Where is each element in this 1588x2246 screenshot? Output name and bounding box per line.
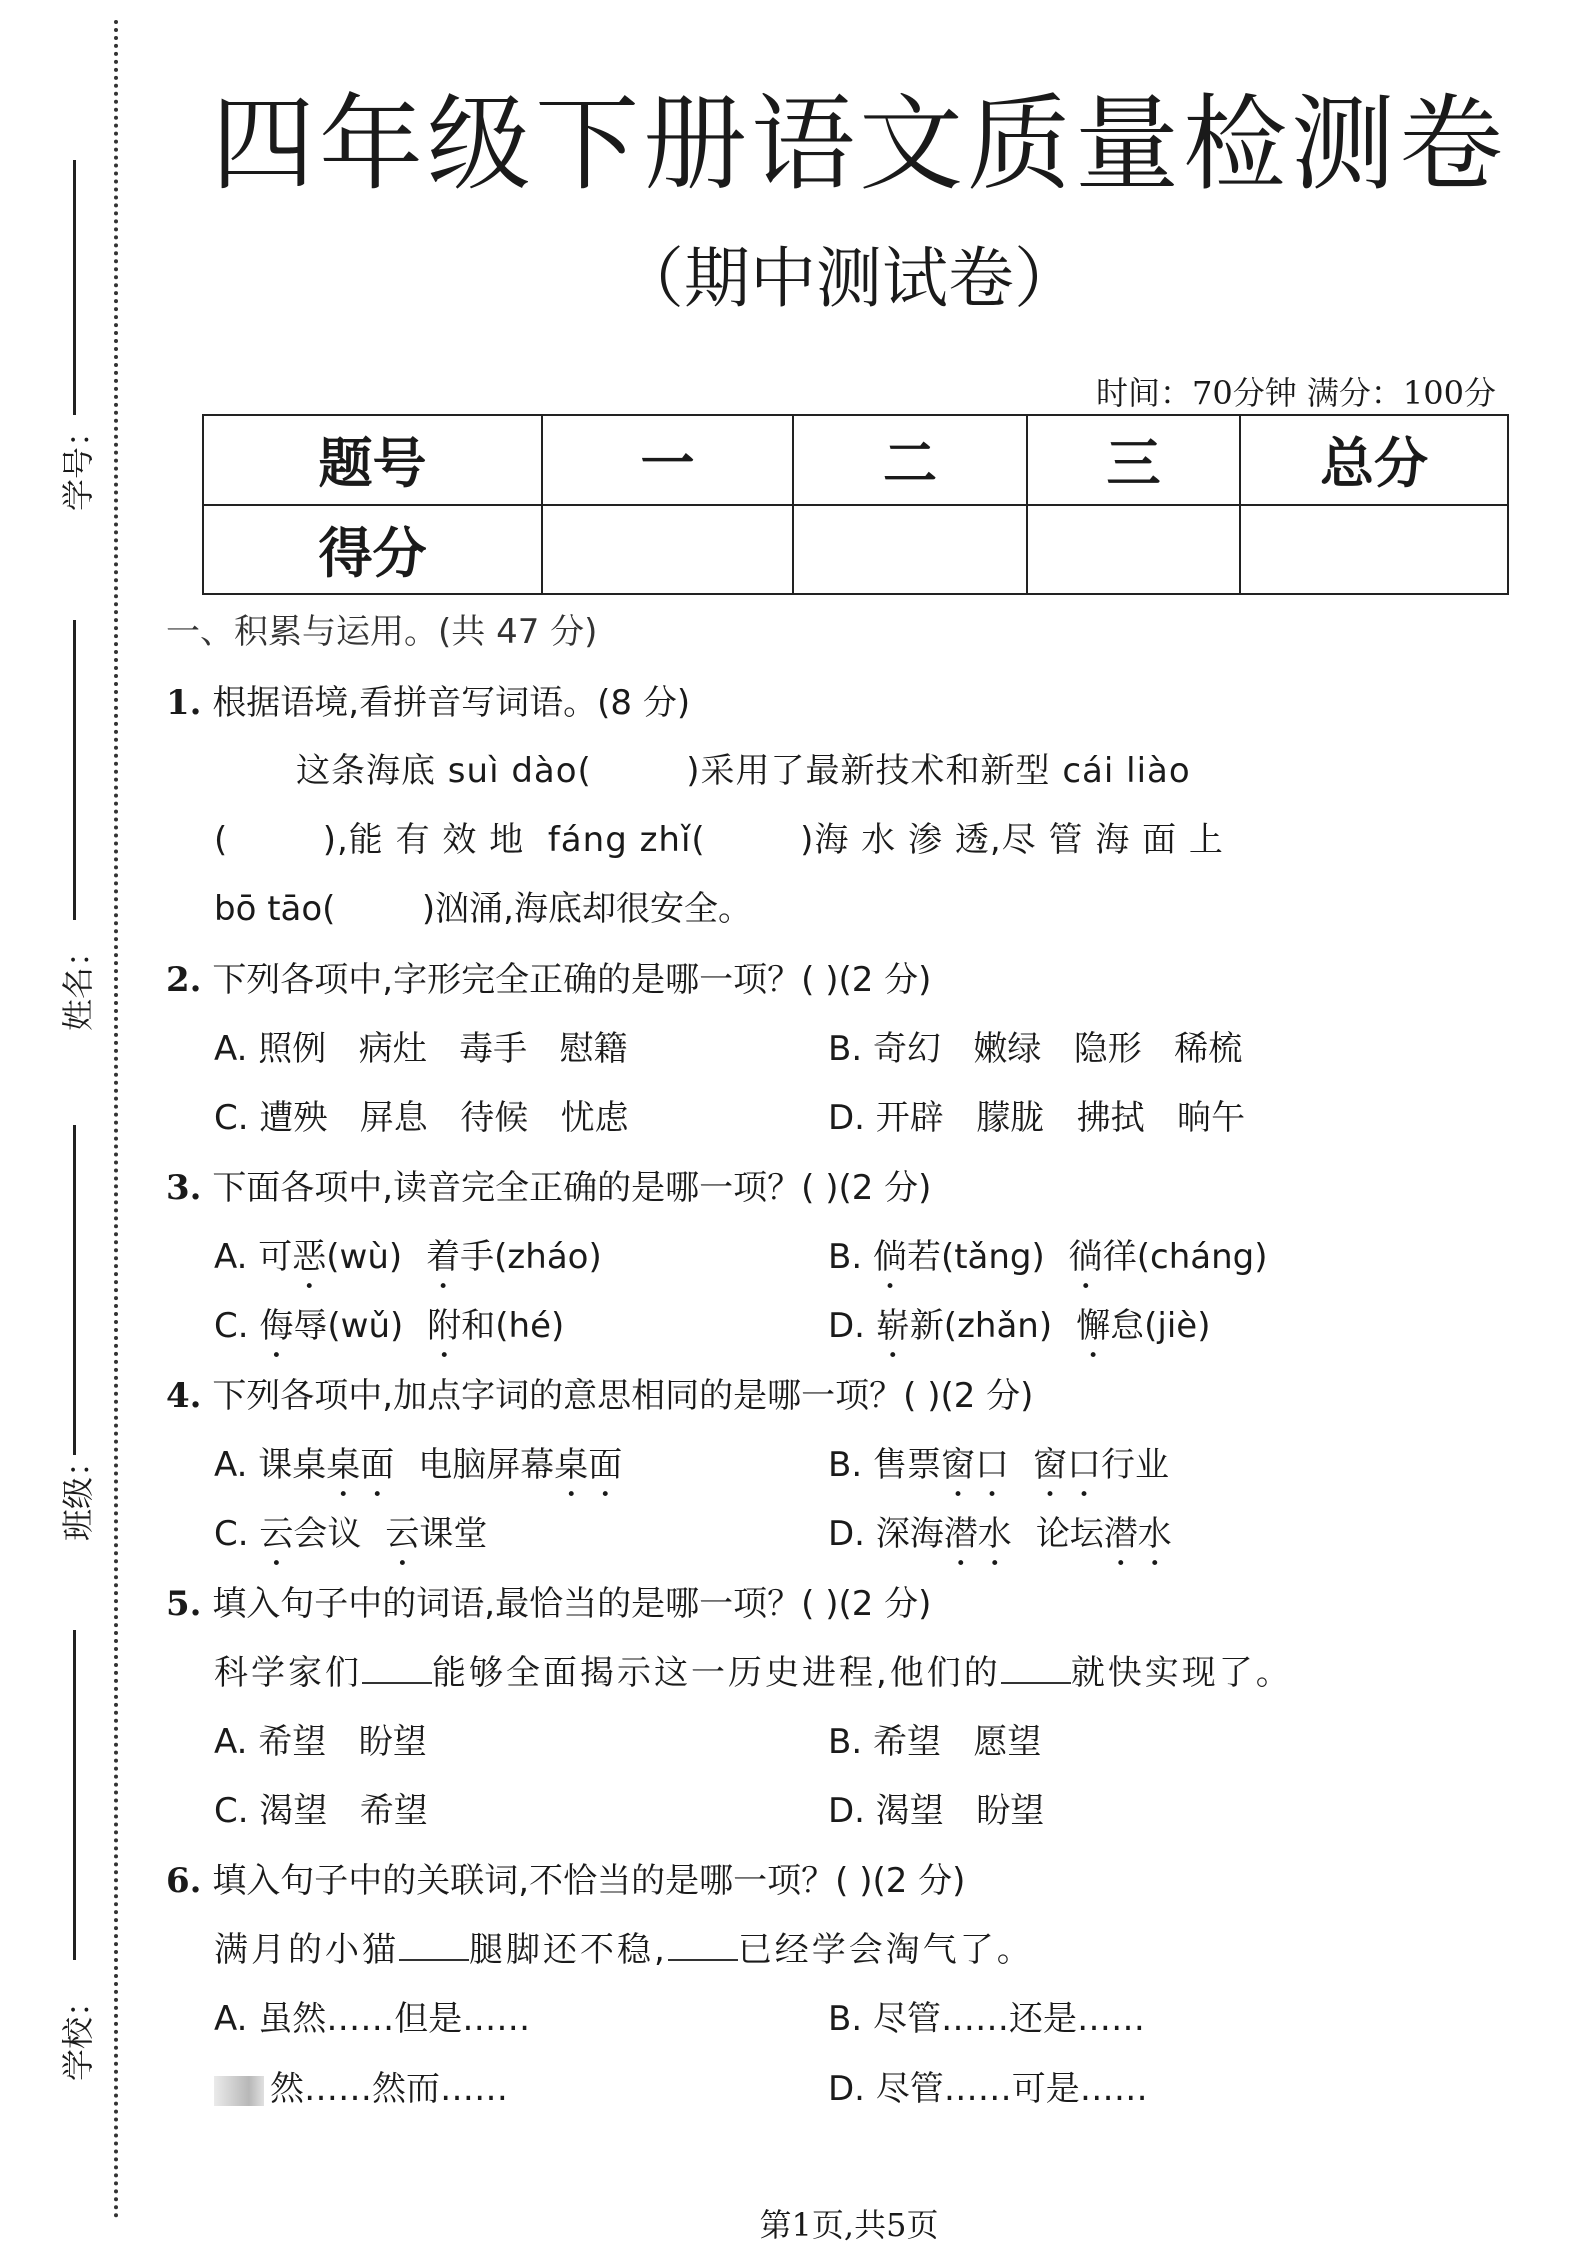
question-number: 1. — [166, 683, 202, 723]
dotted-word: 桌面 — [554, 1445, 623, 1485]
question-1 — [166, 675, 690, 724]
score-table — [202, 414, 1509, 595]
option-a: A. 希望 盼望 — [214, 1722, 427, 1762]
option-label: A. — [214, 1237, 248, 1277]
option-b — [828, 1229, 1268, 1297]
option-b: B. 希望 愿望 — [828, 1722, 1042, 1762]
option-a: A. 虽然……但是…… — [214, 1999, 531, 2039]
section-heading: 一、积累与运用。(共 47 分) — [166, 612, 598, 652]
option-d: D. 开辟 朦胧 拂拭 晌午 — [828, 1098, 1246, 1138]
table-header-row — [203, 415, 1508, 505]
option-d — [828, 1506, 1172, 1574]
q5-sentence — [214, 1645, 1293, 1694]
dotted-char: 附 — [427, 1306, 462, 1346]
dotted-word: 潜水 — [943, 1514, 1012, 1554]
school-line — [73, 1630, 76, 1960]
text: 就快实现了。 — [1070, 1653, 1293, 1693]
question-number: 3. — [166, 1168, 202, 1208]
q1-line-2: ( ),能 有 效 地 fáng zhǐ( )海 水 渗 透,尽 管 海 面 上 — [214, 820, 1224, 860]
pinyin: 怠(jiè) — [1110, 1306, 1211, 1346]
question-number: 2. — [166, 960, 202, 1000]
table-header: 总分 — [1240, 415, 1508, 505]
fill-blank[interactable] — [362, 1652, 432, 1684]
dotted-word: 云 — [385, 1514, 420, 1554]
fill-blank[interactable] — [668, 1929, 738, 1961]
pinyin: 若(tǎng) — [906, 1237, 1045, 1277]
class-label: 班级： — [59, 1444, 98, 1542]
dotted-char: 徜 — [1068, 1237, 1103, 1277]
option-b — [828, 1437, 1169, 1505]
question-4 — [166, 1368, 1033, 1417]
table-header: 题号 — [203, 415, 542, 505]
dotted-char: 恶 — [292, 1237, 327, 1277]
score-cell[interactable] — [1240, 505, 1508, 595]
name-label: 姓名： — [59, 934, 98, 1032]
text: 能够全面揭示这一历史进程,他们的 — [432, 1653, 1001, 1693]
question-number: 6. — [166, 1861, 202, 1901]
text: 行业 — [1100, 1445, 1169, 1485]
dotted-char: 倘 — [872, 1237, 907, 1277]
row-label: 得分 — [203, 505, 542, 595]
fill-blank[interactable] — [399, 1929, 469, 1961]
question-3 — [166, 1160, 931, 1209]
class-line — [73, 1125, 76, 1455]
option-a — [214, 1229, 602, 1297]
option-label: B. — [828, 1445, 863, 1485]
option-label: D. — [828, 1514, 865, 1554]
fill-blank[interactable] — [1001, 1652, 1071, 1684]
option-c: C. 渴望 希望 — [214, 1791, 428, 1831]
question-text: 下列各项中,字形完全正确的是哪一项？( )(2 分) — [212, 960, 932, 1000]
text: 课桌 — [258, 1445, 327, 1485]
q6-sentence — [214, 1922, 1034, 1971]
option-label: D. — [828, 1306, 865, 1346]
question-5 — [166, 1576, 931, 1625]
question-text: 下面各项中,读音完全正确的是哪一项？( )(2 分) — [212, 1168, 932, 1208]
option-label: C. — [214, 1306, 249, 1346]
question-2 — [166, 952, 931, 1001]
table-header: 一 — [542, 415, 793, 505]
q1-line-1: 这条海底 suì dào( )采用了最新技术和新型 cái liào — [296, 751, 1191, 791]
option-c — [214, 1298, 564, 1366]
dotted-char: 着 — [426, 1237, 461, 1277]
pinyin: (wù) — [326, 1237, 403, 1277]
score-cell[interactable] — [1027, 505, 1240, 595]
text: 电脑屏幕 — [418, 1445, 555, 1485]
pinyin: 徉(cháng) — [1102, 1237, 1268, 1277]
option-a — [214, 1437, 622, 1505]
dotted-word: 云 — [259, 1514, 294, 1554]
table-row — [203, 505, 1508, 595]
dotted-word: 潜水 — [1103, 1514, 1172, 1554]
question-text: 填入句子中的关联词,不恰当的是哪一项？( )(2 分) — [212, 1861, 966, 1901]
dotted-char: 侮 — [259, 1306, 294, 1346]
exam-meta: 时间：70分钟 满分：100分 — [1096, 374, 1496, 412]
text: 已经学会淘气了。 — [737, 1930, 1034, 1970]
option-label: B. — [828, 1237, 863, 1277]
text: 满月的小猫 — [214, 1930, 399, 1970]
question-text: 根据语境,看拼音写词语。(8 分) — [212, 683, 691, 723]
question-number: 5. — [166, 1584, 202, 1624]
option-label: C. — [214, 1514, 249, 1554]
scan-artifact — [214, 2076, 264, 2106]
option-b: B. 尽管……还是…… — [828, 1999, 1145, 2039]
q1-line-3: bō tāo( )汹涌,海底却很安全。 — [214, 889, 752, 929]
pinyin: 和(hé) — [461, 1306, 565, 1346]
text: 论坛 — [1035, 1514, 1104, 1554]
question-number: 4. — [166, 1376, 202, 1416]
option-label: A. — [214, 1445, 248, 1485]
text: 售票 — [872, 1445, 941, 1485]
dotted-char: 崭 — [875, 1306, 910, 1346]
pinyin: 辱(wǔ) — [293, 1306, 404, 1346]
name-line — [73, 620, 76, 920]
option-c — [214, 2061, 508, 2110]
binding-dotted-line — [114, 20, 118, 2220]
option-a: A. 照例 病灶 毒手 慰籍 — [214, 1029, 628, 1069]
page-subtitle: （期中测试卷） — [618, 240, 1080, 317]
text: 课堂 — [419, 1514, 488, 1554]
dotted-word: 桌面 — [326, 1445, 395, 1485]
question-text: 填入句子中的词语,最恰当的是哪一项？( )(2 分) — [212, 1584, 932, 1624]
dotted-word: 窗口 — [1032, 1445, 1101, 1485]
question-text: 下列各项中,加点字词的意思相同的是哪一项？( )(2 分) — [212, 1376, 1034, 1416]
page-number: 第1页,共5页 — [759, 2206, 939, 2244]
option-b: B. 奇幻 嫩绿 隐形 稀梳 — [828, 1029, 1243, 1069]
student-id-label: 学号： — [59, 414, 98, 512]
option-d — [828, 1298, 1210, 1366]
school-label: 学校： — [59, 1984, 98, 2082]
dotted-word: 窗口 — [940, 1445, 1009, 1485]
pinyin: 手(zháo) — [460, 1237, 602, 1277]
score-cell[interactable] — [793, 505, 1027, 595]
pinyin: 新(zhǎn) — [909, 1306, 1053, 1346]
text: 可 — [258, 1237, 293, 1277]
table-header: 三 — [1027, 415, 1240, 505]
text: 深海 — [875, 1514, 944, 1554]
option-c: C. 遭殃 屏息 待候 忧虑 — [214, 1098, 629, 1138]
table-header: 二 — [793, 415, 1027, 505]
text: 腿脚还不稳, — [469, 1930, 668, 1970]
dotted-char: 懈 — [1076, 1306, 1111, 1346]
text: 科学家们 — [214, 1653, 362, 1693]
option-d: D. 渴望 盼望 — [828, 1791, 1045, 1831]
page-title: 四年级下册语文质量检测卷 — [210, 83, 1507, 205]
text: 会议 — [293, 1514, 362, 1554]
option-d: D. 尽管……可是…… — [828, 2069, 1148, 2109]
score-cell[interactable] — [542, 505, 793, 595]
option-c — [214, 1506, 487, 1574]
option-text: 然……然而…… — [270, 2069, 508, 2109]
question-6 — [166, 1853, 965, 1902]
